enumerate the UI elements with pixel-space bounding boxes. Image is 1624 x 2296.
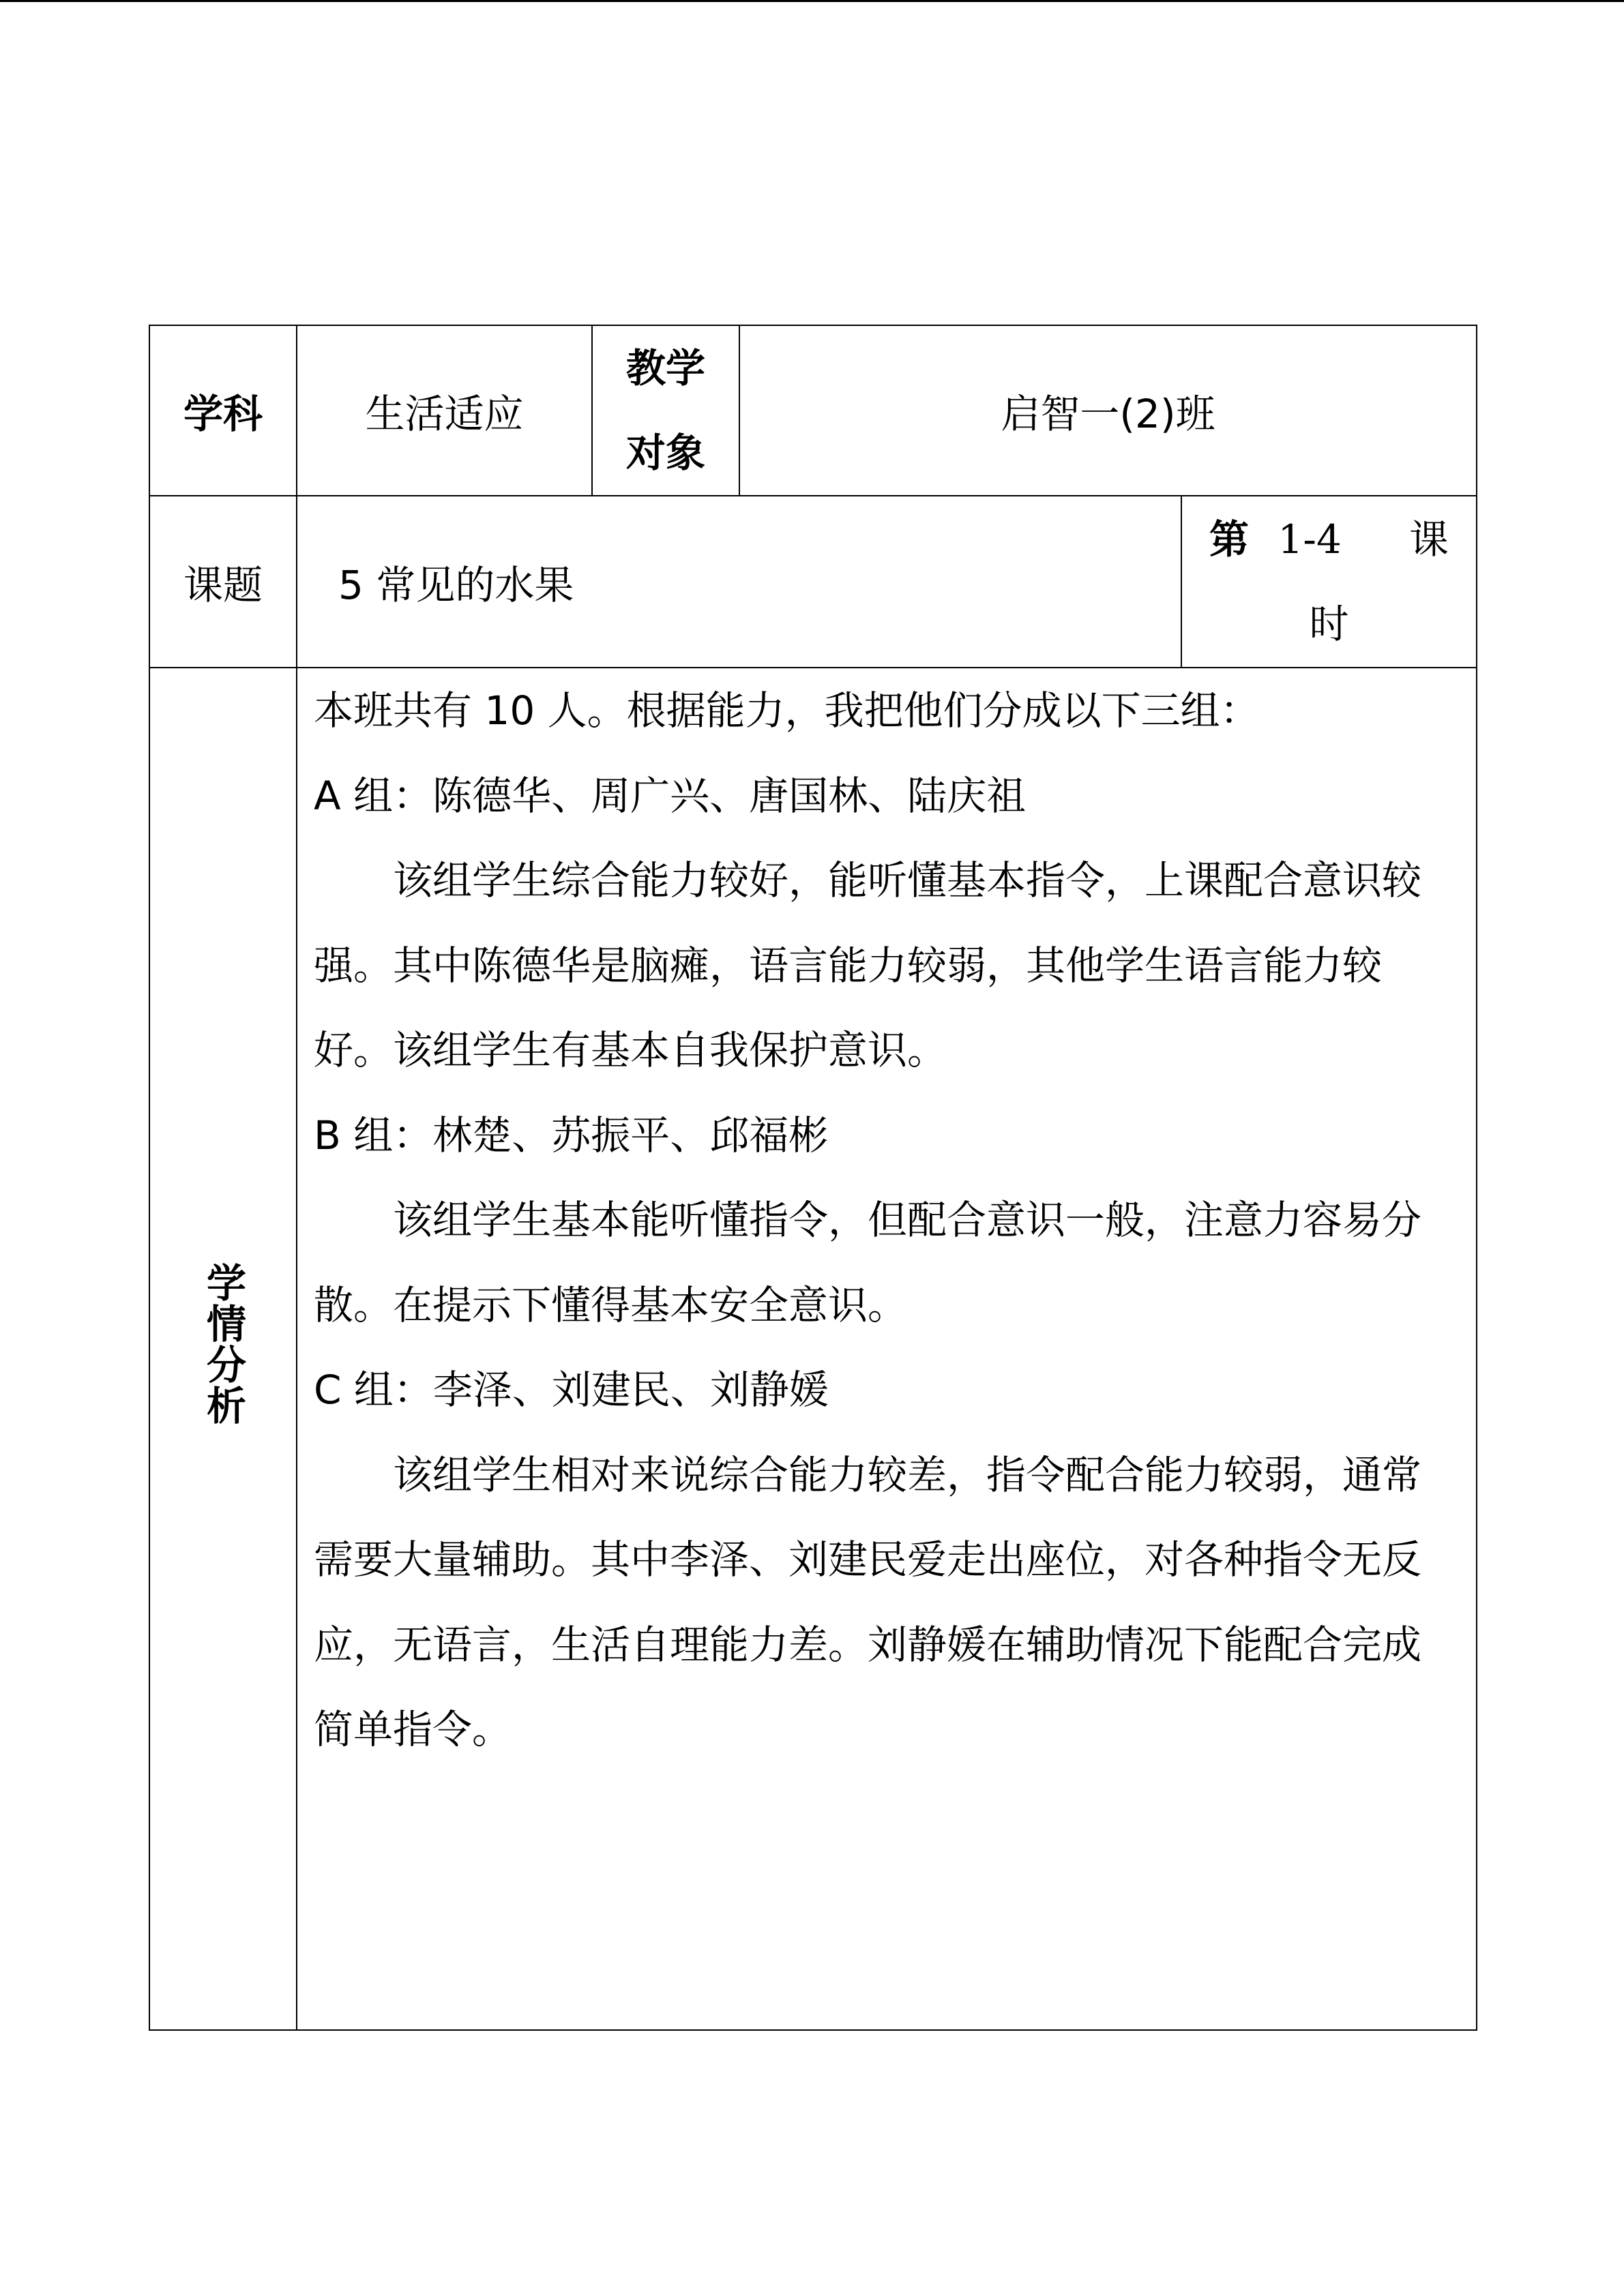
period-range-group	[1209, 497, 1342, 582]
analysis-label: 学情分析	[200, 1262, 246, 1426]
group-b-heading: B 组：林楚、苏振平、邱福彬	[314, 1112, 829, 1159]
group-c-heading: C 组：李泽、刘建民、刘静媛	[314, 1367, 829, 1413]
audience-value: 启智一(2)班	[739, 325, 1477, 496]
audience-label	[592, 325, 739, 496]
topic-row	[149, 496, 1477, 668]
audience-label-line1: 教学	[625, 345, 705, 391]
period-suffix-line1: 课	[1409, 516, 1449, 563]
header-row	[149, 325, 1477, 496]
analysis-content	[297, 668, 1477, 2030]
group-b-description: 该组学生基本能听懂指令，但配合意识一般，注意力容易分散。在提示下懂得基本安全意识。	[314, 1197, 1422, 1328]
period-line1	[1209, 497, 1449, 582]
group-c-description: 该组学生相对来说综合能力较差，指令配合能力较弱，通常需要大量辅助。其中李泽、刘建民爱走出座位，对各种指令无反应，无语言，生活自理能力差。刘静媛在辅助情况下能配合完成简单指令。	[314, 1451, 1422, 1753]
audience-label-line2: 对象	[625, 430, 705, 476]
subject-label: 学科	[149, 325, 297, 496]
analysis-text	[314, 668, 1457, 1772]
period-prefix: 第	[1209, 516, 1250, 563]
topic-title: 5 常见的水果	[297, 496, 1181, 668]
lesson-period	[1181, 496, 1477, 668]
topic-label: 课题	[149, 496, 297, 668]
analysis-label-cell	[149, 668, 297, 2030]
period-suffix-line2: 时	[1309, 601, 1349, 647]
analysis-intro: 本班共有 10 人。根据能力，我把他们分成以下三组：	[314, 687, 1260, 734]
period-range: 1-4	[1278, 516, 1342, 563]
group-a-heading: A 组：陈德华、周广兴、唐国林、陆庆祖	[314, 772, 1027, 819]
page-top-border	[0, 0, 1624, 2]
lesson-plan-table	[149, 325, 1477, 2031]
subject-value: 生活适应	[297, 325, 592, 496]
analysis-row	[149, 668, 1477, 2030]
group-a-description: 该组学生综合能力较好，能听懂基本指令，上课配合意识较强。其中陈德华是脑瘫，语言能力较弱，其他学生语言能力较好。该组学生有基本自我保护意识。	[314, 857, 1422, 1073]
